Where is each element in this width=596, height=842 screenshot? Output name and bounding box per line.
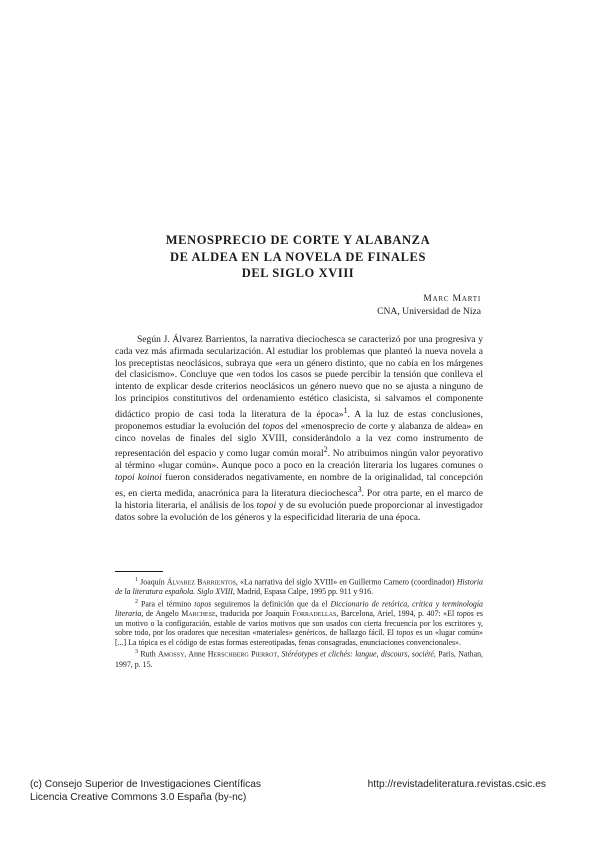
footnote-title: Diccionario de retórica, crítica y terminología literaria [115, 599, 483, 618]
footnote-text: , Madrid, Espasa Calpe, 1995 pp. 911 y 916. [232, 587, 374, 597]
body-text-segment: . No atribuimos ningún valor peyorativo al término «lugar común». Aunque poco a poco en la creación literaria los lugares comunes o [115, 448, 483, 472]
footnote-author: Marchese [181, 608, 216, 618]
footnote-number: 3 [135, 649, 138, 656]
footnotes [115, 576, 483, 670]
title-line-3: DEL SIGLO XVIII [241, 266, 355, 280]
italic-term: topos [456, 608, 474, 618]
footnote-title: Historia de la literatura española. Siglo XVIII [115, 577, 483, 597]
body-text-segment: Según J. Álvarez Barrientos, la narrativa dieciochesca se caracterizó por una progresiva y cada vez más afirmada secularización. Al estudiar los problemas que planteó la nueva novela a los preceptistas neoclásicos, subraya que «era un género distinto, que no cabía en los márgenes del clasicismo». Concluye que «en todos los casos se puede percibir la tensión que conlleva el intento de explicar desde criterios neoclásicos un género nuevo que no se ajusta a ninguno de los principios constitutivos del ordenamiento estético clasicista, si salvamos el componente didáctico propio de casi toda la literatura de la época» [115, 334, 483, 420]
footnote-text: , de Angelo [141, 608, 182, 618]
body-text-segment: del «menosprecio de corte y alabanza de aldea» en cinco novelas de finales del siglo XVIII, considerándolo a la vez como instrumento de representación del espacio y como lugar común moral [115, 420, 483, 460]
footnote-text: , «La narrativa del siglo XVIII» en Guillermo Carnero (coordinador) [235, 577, 457, 587]
footnote-author: Álvarez Barrientos [166, 577, 236, 587]
footnote-text: , Barcelona, Ariel, 1994, p. 407: «El [336, 608, 457, 618]
footnote-divider [115, 571, 163, 572]
author-institution: CNA, Universidad de Niza [377, 306, 481, 317]
body-text-segment: y de su evolución puede proporcionar al investigador datos sobre la evolución de los géneros y la especificidad literaria de una época. [115, 499, 483, 523]
footnote-title: Stéréotypes et clichés: langue, discours, société [281, 649, 434, 659]
footnote-number: 2 [135, 598, 138, 605]
italic-term: topos [396, 628, 414, 638]
article-body [115, 334, 483, 523]
footnote-text: , [277, 649, 282, 659]
footnote-author: Forradellas [292, 608, 337, 618]
footnote-text: es un motivo o la configuración, estable de varios motivos que son usados con cierta frecuencia por los escritores y, sobre todo, por los oradores que necesitan «materiales» genéricos, de hallazgo fácil. El [115, 608, 483, 638]
footnote-author: Amossy [158, 649, 185, 659]
footnote-ref-2: 2 [323, 445, 328, 455]
author-name: Marc Marti [423, 293, 481, 304]
footnote-text: Ruth [140, 649, 159, 659]
footnote-ref-3: 3 [357, 484, 362, 494]
body-text-segment: . A la luz de estas conclusiones, proponemos estudiar la evolución del [115, 408, 483, 432]
title-line-2: DE ALDEA EN LA NOVELA DE FINALES [169, 249, 427, 264]
body-paragraph [115, 334, 483, 523]
journal-url-link[interactable]: http://revistadeliteratura.revistas.csic.es [367, 779, 546, 790]
italic-term: topos [262, 420, 284, 432]
footer-license-text: Licencia Creative Commons 3.0 España (by-nc) [30, 792, 247, 803]
footnote-number: 1 [135, 577, 138, 583]
author-block [377, 292, 481, 318]
footer-url[interactable] [368, 778, 546, 791]
italic-term: topoi koinoi [115, 472, 162, 484]
footnote-text: , Anne [184, 649, 208, 659]
title-line-1: MENOSPRECIO DE CORTE Y ALABANZA [165, 233, 431, 247]
footnote-1 [115, 576, 483, 597]
footnote-text: es un «lugar común» [...] La tópica es el código de estas formas estereotipadas, fenas consagradas, enunciaciones convencionales». [115, 628, 484, 647]
footnote-text: , Paris, Nathan, 1997, p. 15. [115, 649, 483, 669]
body-text-segment: fueron considerados negativamente, en nombre de la originalidad, tal concepción es, en cierta medida, anacrónica para la literatura dieciochesca [115, 472, 484, 500]
footnote-text: Para el término [141, 599, 195, 609]
footnote-2 [115, 598, 483, 648]
body-text-segment: . Por otra parte, en el marco de la historia literaria, el análisis de los [115, 488, 483, 511]
footnote-text: , traducida por Joaquín [215, 608, 293, 618]
footer-license [30, 778, 261, 804]
footnote-3 [115, 648, 483, 669]
footnote-ref-1: 1 [343, 405, 348, 415]
footnote-text: Joaquín [140, 577, 167, 587]
italic-term: topos [194, 599, 212, 609]
article-title [130, 232, 466, 282]
footnote-author: Herschberg Pierrot [207, 649, 278, 659]
footer-copyright: (c) Consejo Superior de Investigaciones Científicas [30, 779, 262, 790]
footnote-text: seguiremos la definición que da el [211, 599, 331, 609]
italic-term: topoi [256, 499, 277, 511]
